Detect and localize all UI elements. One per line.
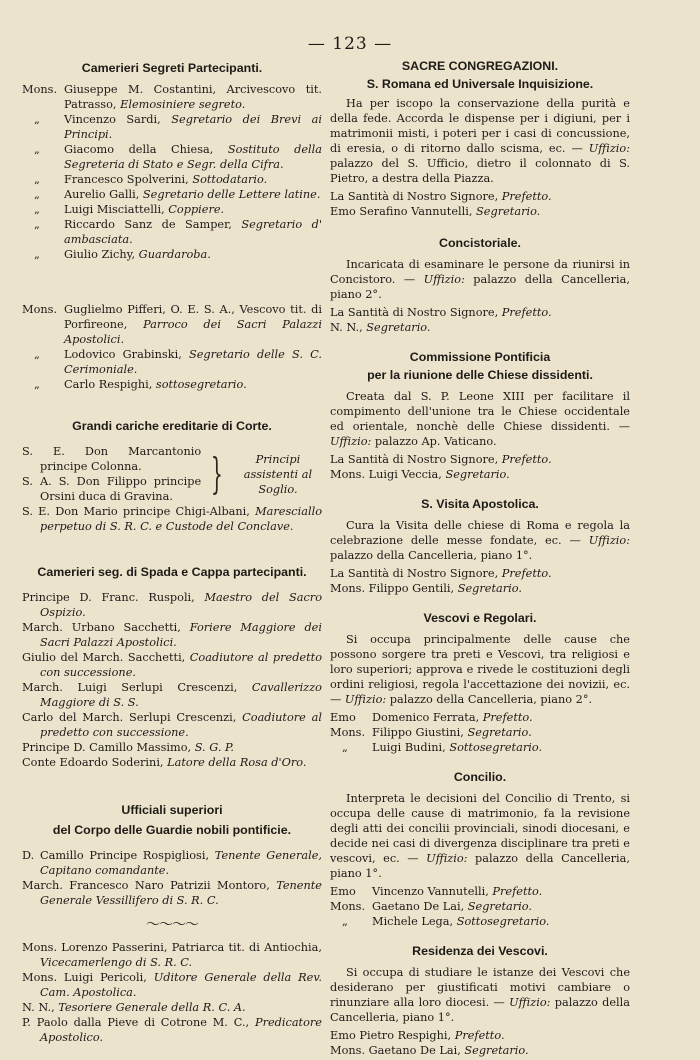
entry-name: D. Camillo Principe Rospigliosi, bbox=[22, 849, 215, 862]
entry-name: Luigi Budini, bbox=[372, 741, 450, 754]
heading-residenza: Residenza dei Vescovi. bbox=[412, 944, 548, 958]
entry-prefix: Mons. bbox=[330, 900, 366, 913]
list-item bbox=[22, 620, 322, 650]
list-vescovi bbox=[330, 710, 630, 755]
entry-role: Sottosegretario. bbox=[456, 915, 550, 928]
entry-role: Latore della Rosa d'Oro. bbox=[167, 756, 307, 769]
entry-name: Luigi Misciattelli, bbox=[64, 203, 169, 216]
list-item bbox=[22, 740, 322, 755]
entry-prefix: „ bbox=[34, 143, 40, 156]
section-visita bbox=[330, 518, 630, 596]
heading-commissione-1: Commissione Pontificia bbox=[409, 350, 551, 364]
chigi-name: S. E. Don Mario principe Chigi-Albani, bbox=[22, 505, 256, 518]
entry-role: Segretario. bbox=[467, 900, 532, 913]
list-camera bbox=[22, 940, 322, 1045]
list-item bbox=[330, 899, 630, 914]
entry-role: Vicecamerlengo di S. R. C. bbox=[40, 956, 193, 969]
list-guardie bbox=[22, 848, 322, 908]
entry-prefix: Mons. bbox=[330, 726, 366, 739]
ornament-wave: 〜〜〜〜 bbox=[146, 917, 198, 933]
entry-prefix: „ bbox=[342, 915, 348, 928]
entry-name: Domenico Ferrata, bbox=[372, 711, 483, 724]
entry-role: Tenente Generale, Capitano comandante. bbox=[40, 849, 322, 877]
entry-name: Mons. Luigi Pericoli, bbox=[22, 971, 154, 984]
entry-role: Parroco dei Sacri Palazzi Apostolici. bbox=[64, 318, 322, 346]
list-item bbox=[330, 725, 630, 740]
chigi-role: Maresciallo perpetuo di S. R. C. e Custode del Conclave. bbox=[40, 505, 322, 533]
entry-name: Giuseppe M. Costantini, Arcivescovo tit. Patrasso, bbox=[64, 83, 322, 111]
entry-name: Francesco Spolverini, bbox=[64, 173, 193, 186]
entry-role: Tenente Generale Vessillifero di S. R. C. bbox=[40, 879, 322, 907]
entry-name: Giacomo della Chiesa, bbox=[64, 143, 228, 156]
assist-note: Principi assistenti al Soglio. bbox=[243, 452, 313, 496]
section-inquisizione bbox=[330, 96, 630, 219]
entry-role: Segretario dei Brevi ai Principi. bbox=[64, 113, 322, 141]
entry-prefix: Emo bbox=[330, 885, 356, 898]
entry-prefix: „ bbox=[34, 348, 40, 361]
entry-prefix: „ bbox=[342, 741, 348, 754]
entry-name: March. Francesco Naro Patrizii Montoro, bbox=[22, 879, 277, 892]
entry-name: Michele Lega, bbox=[372, 915, 457, 928]
entry-role: Sottosegretario. bbox=[449, 741, 543, 754]
list-item bbox=[22, 247, 322, 262]
entry-name: Guglielmo Pifferi, O. E. S. A., Vescovo tit. di Porfireone, bbox=[64, 303, 322, 331]
list-item bbox=[22, 82, 322, 112]
entry-prefix: „ bbox=[34, 188, 40, 201]
entry-name: Mons. Lorenzo Passerini, Patriarca tit. di Antiochia, bbox=[22, 941, 322, 954]
entry-name: Aurelio Galli, bbox=[64, 188, 143, 201]
list-item bbox=[22, 302, 322, 347]
entry-name: Vincenzo Sardi, bbox=[64, 113, 172, 126]
uffizio-label: Uffizio: bbox=[588, 142, 630, 155]
entry-name: Riccardo Sanz de Samper, bbox=[64, 218, 242, 231]
left-column bbox=[22, 58, 322, 1045]
body-commissione: Creata dal S. P. Leone XIII per facilitare il compimento dell'unione tra le Chiese occidentale ed orientale, nonchè delle Chiese dissidenti. — Uffizio: palazzo Ap. Vaticano. bbox=[330, 390, 630, 448]
list-spada-cappa bbox=[22, 590, 322, 770]
section-vescovi bbox=[330, 632, 630, 755]
entry-role: Coadiutore al predetto con successione. bbox=[40, 711, 322, 739]
section-grandi-cariche bbox=[22, 444, 322, 534]
heading-inquisizione: S. Romana ed Universale Inquisizione. bbox=[366, 77, 594, 91]
list-item bbox=[22, 112, 322, 142]
entry-role: Tesoriere Generale della R. C. A. bbox=[58, 1001, 246, 1014]
heading-vescovi-regolari: Vescovi e Regolari. bbox=[423, 611, 537, 625]
heading-guardie-1: Ufficiali superiori bbox=[121, 803, 223, 817]
line-prefetto: La Santità di Nostro Signore, Prefetto. bbox=[330, 190, 552, 203]
entry-role: Uditore Generale della Rev. Cam. Apostolica. bbox=[40, 971, 322, 999]
list-item bbox=[22, 848, 322, 878]
entry-role: Predicatore Apostolico. bbox=[40, 1016, 322, 1044]
entry-role: Coppiere. bbox=[168, 203, 225, 216]
list-item bbox=[22, 878, 322, 908]
list-item bbox=[22, 1015, 322, 1045]
entry-prefix: „ bbox=[34, 248, 40, 261]
entry-role: Foriere Maggiore dei Sacri Palazzi Apostolici. bbox=[40, 621, 322, 649]
entry-name: Carlo Respighi, bbox=[64, 378, 156, 391]
entry-name: Vincenzo Vannutelli, bbox=[372, 885, 493, 898]
entry-prefix: Mons. bbox=[22, 83, 58, 96]
entry-chigi bbox=[22, 504, 322, 534]
list-item bbox=[22, 187, 322, 202]
entry-role: Elemosiniere segreto. bbox=[120, 98, 246, 111]
entry-name: Giulio del March. Sacchetti, bbox=[22, 651, 190, 664]
section-concilio bbox=[330, 791, 630, 929]
entry-role: Sottodatario. bbox=[192, 173, 268, 186]
list-item bbox=[330, 740, 630, 755]
heading-concistoriale: Concistoriale. bbox=[439, 236, 521, 250]
entry-name: Carlo del March. Serlupi Crescenzi, bbox=[22, 711, 243, 724]
entry-role: Coadiutore al predetto con successione. bbox=[40, 651, 322, 679]
list-item bbox=[330, 710, 630, 725]
list-item bbox=[330, 884, 630, 899]
assist-colonna: S. E. Don Marcantonio principe Colonna. bbox=[22, 445, 202, 473]
heading-grandi-cariche: Grandi cariche ereditarie di Corte. bbox=[72, 419, 272, 433]
list-item bbox=[22, 172, 322, 187]
list-item bbox=[22, 217, 322, 247]
entry-name: Principe D. Franc. Ruspoli, bbox=[22, 591, 205, 604]
entry-role: S. G. P. bbox=[194, 741, 234, 754]
list-item bbox=[22, 347, 322, 377]
entry-prefix: Emo bbox=[330, 711, 356, 724]
list-item bbox=[22, 710, 322, 740]
body-visita: Cura la Visita delle chiese di Roma e regola la celebrazione delle messe fondate, ec. — Uffizio: palazzo della Cancelleria, piano 1°. bbox=[330, 519, 630, 562]
line-prefetto: La Santità di Nostro Signore, Prefetto. bbox=[330, 306, 552, 319]
entry-role: Sostituto della Segreteria di Stato e Segr. della Cifra. bbox=[64, 143, 322, 171]
entry-prefix: Mons. bbox=[22, 303, 58, 316]
body-concilio: Interpreta le decisioni del Concilio di Trento, si occupa delle cause di matrimonio, fa la revisione degli atti dei concilii provinciali, sinodi diocesani, e decide nei casi di divergenza disciplinare tra preti e vescovi, ec. — Uffizio: palazzo della Cancelleria, piano 1°. bbox=[330, 792, 630, 880]
entry-role: Maestro del Sacro Ospizio. bbox=[40, 591, 322, 619]
list-item bbox=[22, 680, 322, 710]
line-segretario: Mons. Gaetano De Lai, Segretario. bbox=[330, 1044, 529, 1057]
entry-name: Filippo Giustini, bbox=[372, 726, 468, 739]
entry-name: P. Paolo dalla Pieve di Cotrone M. C., bbox=[22, 1016, 255, 1029]
list-item bbox=[22, 755, 322, 770]
entry-name: Conte Edoardo Soderini, bbox=[22, 756, 168, 769]
list-item bbox=[22, 377, 322, 392]
section-concistoriale bbox=[330, 257, 630, 335]
entry-prefix: „ bbox=[34, 218, 40, 231]
heading-visita: S. Visita Apostolica. bbox=[421, 497, 539, 511]
line-prefetto: Emo Pietro Respighi, Prefetto. bbox=[330, 1029, 505, 1042]
entry-name: Gaetano De Lai, bbox=[372, 900, 468, 913]
list-item bbox=[22, 590, 322, 620]
assistenti-names bbox=[22, 444, 201, 504]
entry-role: Prefetto. bbox=[492, 885, 543, 898]
line-prefetto: La Santità di Nostro Signore, Prefetto. bbox=[330, 453, 552, 466]
entry-name: Lodovico Grabinski, bbox=[64, 348, 189, 361]
heading-sacre-congregazioni: SACRE CONGREGAZIONI. bbox=[401, 59, 559, 73]
line-segretario: Emo Serafino Vannutelli, Segretario. bbox=[330, 205, 541, 218]
list-item bbox=[22, 970, 322, 1000]
heading-guardie-2: del Corpo delle Guardie nobili pontificie. bbox=[52, 823, 292, 837]
heading-commissione-2: per la riunione delle Chiese dissidenti. bbox=[367, 368, 593, 382]
line-segretario: Mons. Luigi Veccia, Segretario. bbox=[330, 468, 510, 481]
page-number: — 123 — bbox=[307, 34, 393, 54]
entry-prefix: „ bbox=[34, 113, 40, 126]
section-residenza bbox=[330, 965, 630, 1058]
list-item bbox=[22, 650, 322, 680]
body-vescovi: Si occupa principalmente delle cause che possono sorgere tra preti e Vescovi, tra religiosi e loro superiori; approva e rivede le costituzioni degli ordini religiosi, regola l'accettazione dei novizii, ec. — Uffizio: palazzo della Cancelleria, piano 2°. bbox=[330, 633, 630, 706]
entry-role: Guardaroba. bbox=[138, 248, 211, 261]
entry-role: Segretario delle Lettere latine. bbox=[142, 188, 321, 201]
entry-role: Segretario d' ambasciata. bbox=[64, 218, 322, 246]
entry-role: Segretario delle S. C. Cerimoniale. bbox=[64, 348, 322, 376]
body-residenza: Si occupa di studiare le istanze dei Vescovi che desiderano per giustificati motivi cambiare o rinunziare alla loro diocesi. — Uffizio: palazzo della Cancelleria, piano 1°. bbox=[330, 966, 630, 1024]
list-item bbox=[22, 1000, 322, 1015]
body-inquisizione: Ha per iscopo la conservazione della purità e della fede. Accorda le dispense per i digiuni, per i matrimonii misti, i poteri per i casi di concussione, di eresia, o di ritorno dallo scisma, ec. — Uffizio: palazzo del S. Ufficio, dietro il colonnato di S. Pietro, a destra della Piazza. bbox=[330, 97, 630, 185]
list-concilio bbox=[330, 884, 630, 929]
entry-name: Giulio Zichy, bbox=[64, 248, 139, 261]
entry-name: N. N., bbox=[22, 1001, 59, 1014]
entry-prefix: „ bbox=[34, 173, 40, 186]
line-segretario: Mons. Filippo Gentili, Segretario. bbox=[330, 582, 522, 595]
list-palazzi bbox=[22, 302, 322, 392]
entry-role: Prefetto. bbox=[482, 711, 533, 724]
heading-camerieri-segreti: Camerieri Segreti Partecipanti. bbox=[81, 61, 263, 75]
entry-name: Principe D. Camillo Massimo, bbox=[22, 741, 195, 754]
list-item bbox=[22, 202, 322, 217]
entry-role: Cavallerizzo Maggiore di S. S. bbox=[40, 681, 322, 709]
entry-name: March. Urbano Sacchetti, bbox=[22, 621, 190, 634]
list-item bbox=[22, 940, 322, 970]
heading-concilio: Concilio. bbox=[453, 770, 507, 784]
list-item bbox=[22, 142, 322, 172]
right-column bbox=[330, 58, 630, 1058]
section-commissione bbox=[330, 389, 630, 482]
entry-role: Segretario. bbox=[467, 726, 532, 739]
assist-orsini: S. A. S. Don Filippo principe Orsini duca di Gravina. bbox=[22, 475, 202, 503]
line-prefetto: La Santità di Nostro Signore, Prefetto. bbox=[330, 567, 552, 580]
body-concistoriale: Incaricata di esaminare le persone da riunirsi in Concistoro. — Uffizio: palazzo della Cancelleria, piano 2°. bbox=[330, 258, 630, 301]
entry-role: sottosegretario. bbox=[155, 378, 247, 391]
brace: } bbox=[211, 449, 224, 498]
entry-prefix: „ bbox=[34, 378, 40, 391]
list-camerieri-segreti bbox=[22, 82, 322, 262]
assistenti-group bbox=[22, 444, 322, 504]
entry-prefix: „ bbox=[34, 203, 40, 216]
line-segretario: N. N., Segretario. bbox=[330, 321, 431, 334]
heading-spada-cappa: Camerieri seg. di Spada e Cappa partecipanti. bbox=[37, 565, 307, 579]
list-item bbox=[330, 914, 630, 929]
entry-name: March. Luigi Serlupi Crescenzi, bbox=[22, 681, 252, 694]
